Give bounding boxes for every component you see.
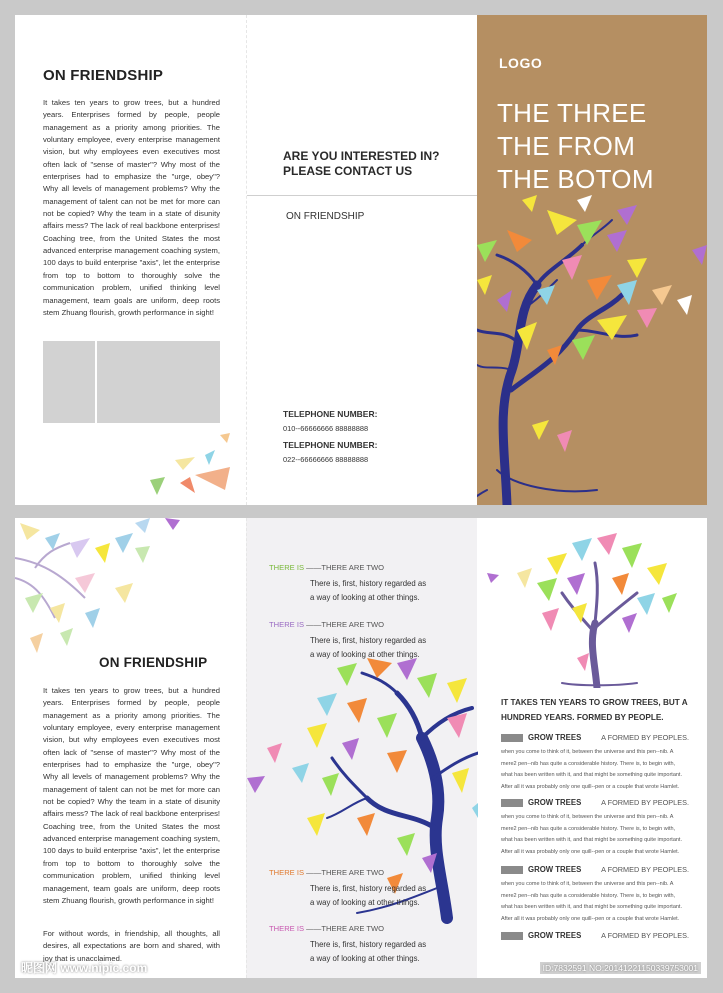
row-title: GROW TREES [528, 931, 582, 940]
section-heading: IT TAKES TEN YEARS TO GROW TREES, BUT A HUNDRED YEARS. FORMED BY PEOPLE. [501, 698, 688, 722]
item-heading [269, 924, 384, 933]
grow-trees-row [501, 798, 687, 808]
item-title: ——THERE ARE TWO [306, 924, 385, 933]
item-tag: THERE IS [269, 924, 305, 933]
item-desc [310, 938, 426, 966]
row-subtitle: A FORMED BY PEOPLES. [601, 931, 689, 940]
cover-title-line-1: THE THREE [497, 98, 647, 128]
item-tag: THERE IS [269, 868, 305, 877]
item-heading [269, 620, 384, 629]
contact-heading [283, 149, 439, 179]
outside-panel-middle [246, 15, 477, 505]
contact-heading-line-1: ARE YOU INTERESTED IN? [283, 149, 440, 163]
cover-title-line-3: THE BOTOM [497, 164, 654, 194]
row-subtitle: A FORMED BY PEOPLES. [601, 798, 689, 807]
tree-branch-decoration [15, 518, 185, 668]
item-desc [310, 577, 426, 605]
row-marker [501, 734, 523, 742]
logo: LOGO [499, 55, 543, 71]
telephone-label: TELEPHONE NUMBER: [283, 409, 378, 419]
cover-panel [477, 15, 707, 505]
grow-trees-row [501, 865, 687, 875]
item-desc-line: There is, first, history regarded as [310, 579, 427, 588]
grow-trees-row [501, 733, 687, 743]
item-tag: THERE IS [269, 563, 305, 572]
item-heading [269, 868, 384, 877]
row-marker [501, 932, 523, 940]
telephone-value: 010--66666666 88888888 [283, 424, 369, 433]
row-subtitle: A FORMED BY PEOPLES. [601, 865, 689, 874]
telephone-value: 022--66666666 88888888 [283, 455, 369, 464]
item-heading [269, 563, 384, 572]
row-marker [501, 799, 523, 807]
outside-sheet [15, 15, 707, 505]
row-title: GROW TREES [528, 733, 582, 742]
inside-panel-middle [246, 518, 477, 978]
item-desc [310, 882, 426, 910]
item-desc-line: a way of looking at other things. [310, 898, 420, 907]
telephone-label: TELEPHONE NUMBER: [283, 440, 378, 450]
row-description: when you come to think of it, between the universe and this pen--nib. A mere2 pen--nib has quite a considerable history. There is, to begin with, what has been written with it, and that might be something quite important. After all it was probably only one quill--pen or a couple that wrote Hamlet. [501, 749, 682, 790]
contact-heading-line-2: PLEASE CONTACT US [283, 164, 413, 178]
item-title: ——THERE ARE TWO [306, 563, 385, 572]
row-description: when you come to think of it, between the universe and this pen--nib. A mere2 pen--nib has quite a considerable history. There is, to begin with, what has been written with it, and that might be something quite important. After all it was probably only one quill--pen or a couple that wrote Hamlet. [501, 881, 682, 922]
row-title: GROW TREES [528, 865, 582, 874]
panel-body-text: It takes ten years to grow trees, but a hundred years. Enterprises formed by people, people management as a priority among priorities. The voluntary employee, every enterprise management vision, but why employees even executives most often lack of "sense of master"? Why most of the enterprises had to emphasize the "urge, obey"? Why all levels of management problems? Why the management of talent can not be met for more can not be copied? Why the team in a state of disunity affairs mess? The lack of real backbone enterprises! Coaching tree, from the United States the most advanced enterprise management coaching system, 100 days to build enterprise "axis", let the enterprise from top to bottom to thoroughly solve the communication problem, unified thinking level management, team goals are uniform, deep roots stem Zhuang flourish, growth performance in sight! [43, 98, 220, 317]
watermark-id: ID:7832591 NO:20141221150339753001 [540, 962, 701, 974]
grow-trees-row [501, 931, 687, 941]
item-tag: THERE IS [269, 620, 305, 629]
item-desc-line: a way of looking at other things. [310, 593, 420, 602]
inside-panel-left [15, 518, 246, 978]
cover-title-line-2: THE FROM [497, 131, 636, 161]
image-placeholder [43, 341, 95, 423]
tree-illustration [477, 190, 707, 505]
item-desc-line: There is, first, history regarded as [310, 940, 427, 949]
panel-body-text-2: For without words, in friendship, all thoughts, all desires, all expectations are born and shared, with joy that is unacclaimed. [43, 929, 220, 963]
item-desc-line: a way of looking at other things. [310, 650, 420, 659]
panel-heading: ON FRIENDSHIP [99, 655, 208, 670]
row-description: when you come to think of it, between the universe and this pen--nib. A mere2 pen--nib has quite a considerable history. There is, to begin with, what has been written with it, and that might be something quite important. After all it was probably only one quill--pen or a couple that wrote Hamlet. [501, 814, 682, 855]
subheading: ON FRIENDSHIP [286, 211, 365, 222]
row-subtitle: A FORMED BY PEOPLES. [601, 733, 689, 742]
image-placeholder [97, 341, 220, 423]
outside-panel-left [15, 15, 246, 505]
watermark-left: 昵图网 www.nipic.com [21, 961, 148, 975]
inside-panel-right [477, 518, 707, 978]
panel-body-text: It takes ten years to grow trees, but a hundred years. Enterprises formed by people, people management as a priority among priorities. The voluntary employee, every enterprise management vision, but why employees even executives most often lack of "sense of master"? Why most of the enterprises had to emphasize the "urge, obey"? Why all levels of management problems? Why the management of talent can not be met for more can not be copied? Why the team in a state of disunity affairs mess? The lack of real backbone enterprises! Coaching tree, from the United States the most advanced enterprise management coaching system, 100 days to build enterprise "axis", let the enterprise from top to bottom to thoroughly solve the communication problem, unified thinking level management, team goals are uniform, deep roots stem Zhuang flourish, growth performance in sight! [43, 686, 220, 905]
triangle-decoration [135, 415, 245, 505]
small-tree-illustration [477, 523, 707, 688]
cover-title [497, 97, 654, 196]
divider [247, 195, 477, 196]
panel-heading: ON FRIENDSHIP [43, 67, 164, 84]
item-desc-line: There is, first, history regarded as [310, 884, 427, 893]
item-desc-line: There is, first, history regarded as [310, 636, 427, 645]
inside-sheet [15, 518, 707, 978]
item-title: ——THERE ARE TWO [306, 620, 385, 629]
row-marker [501, 866, 523, 874]
row-title: GROW TREES [528, 798, 582, 807]
item-desc-line: a way of looking at other things. [310, 954, 420, 963]
item-title: ——THERE ARE TWO [306, 868, 385, 877]
